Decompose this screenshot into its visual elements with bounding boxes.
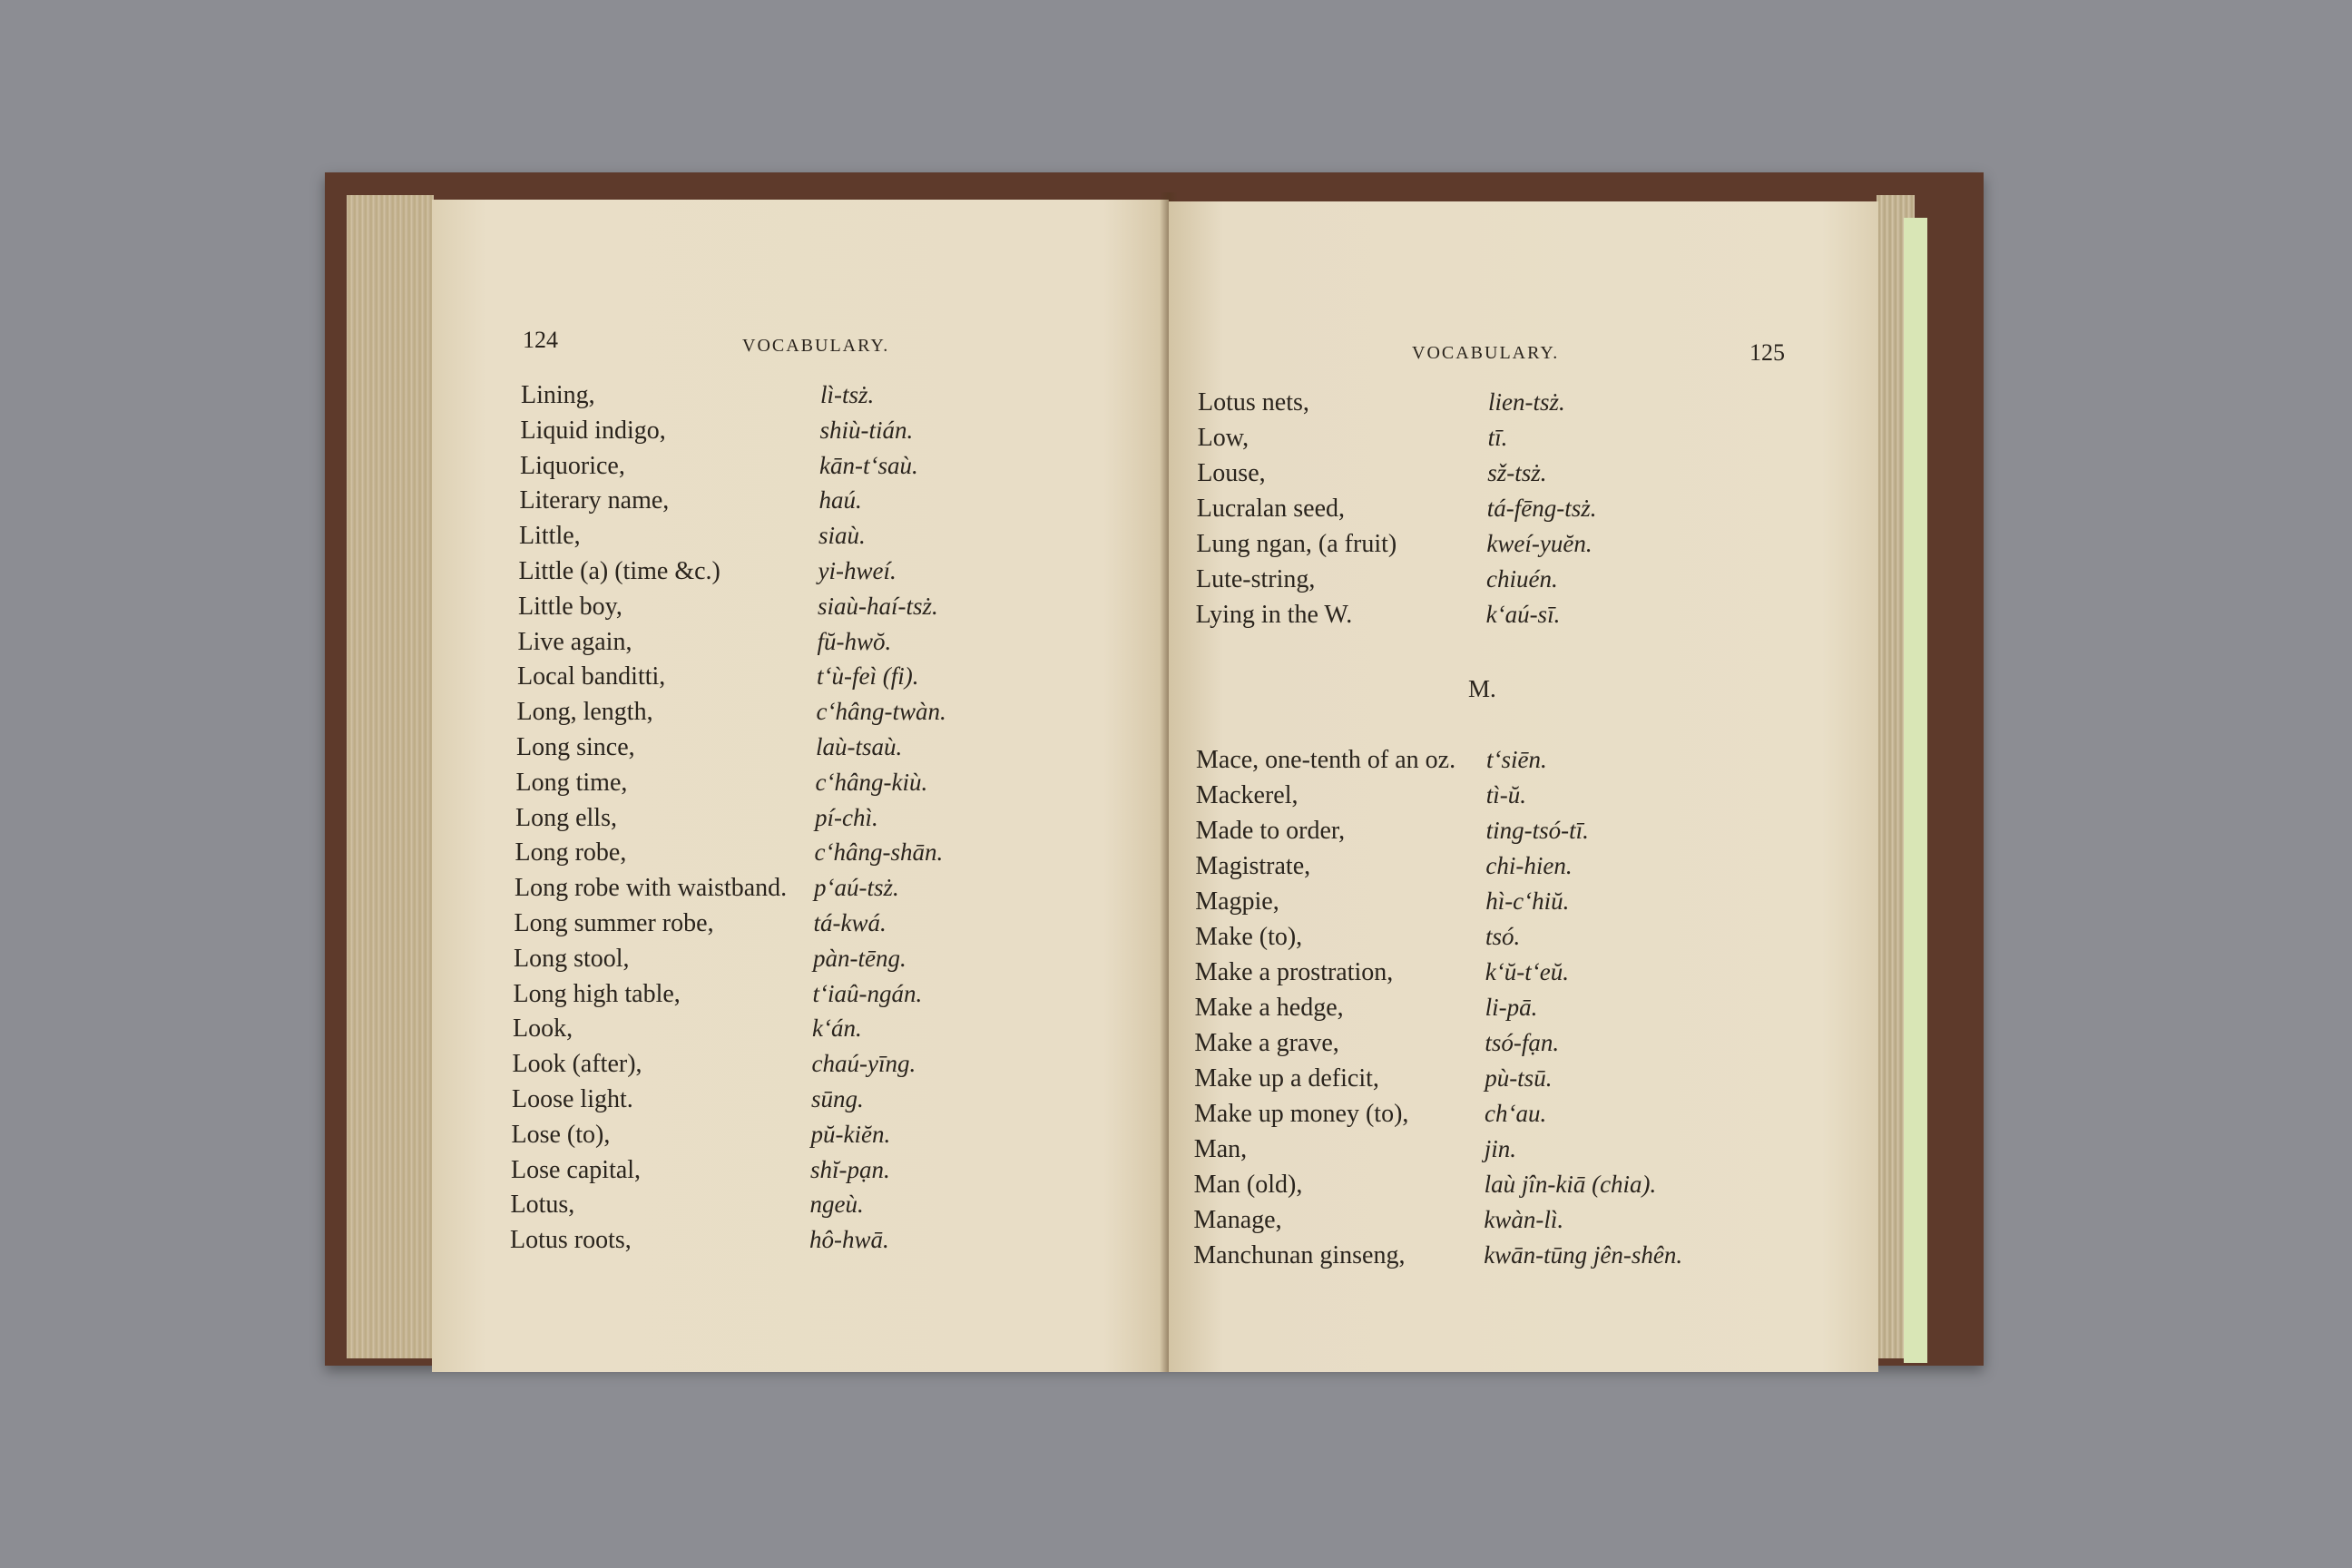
right-running-head: VOCABULARY.: [1412, 343, 1560, 363]
entry-english: Lining,: [521, 381, 595, 409]
entry-romanization: fŭ-hwŏ.: [817, 627, 892, 655]
entry-row: [1195, 923, 1848, 957]
entry-romanization: pŭ-kiĕn.: [810, 1120, 891, 1148]
entry-romanization: hô-hwā.: [809, 1226, 889, 1254]
entry-romanization: jin.: [1484, 1135, 1517, 1162]
left-page-number: 124: [523, 327, 558, 353]
right-page-number: 125: [1749, 339, 1785, 366]
entry-romanization: kwān-tūng jên-shên.: [1484, 1241, 1683, 1269]
entry-row: [1194, 1171, 1847, 1205]
entry-english: Make a hedge,: [1194, 994, 1344, 1022]
entry-romanization: shiù-tián.: [819, 416, 914, 444]
entry-row: [521, 381, 1174, 416]
entry-romanization: c‘hâng-twàn.: [816, 698, 946, 726]
entry-row: [1196, 781, 1849, 816]
entry-romanization: t‘ù-feì (fi).: [817, 662, 919, 691]
entry-english: Mackerel,: [1195, 781, 1298, 809]
entry-row: [512, 1085, 1165, 1120]
entry-english: Manchunan ginseng,: [1193, 1241, 1406, 1269]
entry-row: [1195, 958, 1848, 993]
entry-row: [1196, 530, 1849, 564]
entry-english: Make a grave,: [1194, 1029, 1339, 1057]
entry-english: Make up a deficit,: [1194, 1064, 1379, 1093]
entry-row: [1195, 994, 1848, 1028]
entry-english: Make (to),: [1195, 923, 1303, 951]
entry-romanization: k‘án.: [812, 1014, 862, 1043]
entry-english: Make up money (to),: [1194, 1100, 1409, 1128]
entry-row: [518, 628, 1171, 662]
entry-english: Long time,: [515, 768, 628, 797]
entry-english: Magpie,: [1195, 887, 1279, 916]
entry-row: [514, 874, 1168, 908]
entry-english: Long robe,: [514, 838, 627, 867]
entry-english: Local banditti,: [517, 662, 666, 691]
entry-romanization: yi-hweí.: [818, 557, 897, 584]
entry-romanization: shĭ-pạn.: [810, 1155, 890, 1183]
entry-english: Make a prostration,: [1194, 958, 1394, 986]
entry-row: [515, 838, 1169, 873]
entry-row: [517, 698, 1171, 732]
entry-romanization: siaù-haí-tsż.: [818, 592, 938, 620]
entry-english: Louse,: [1197, 459, 1266, 487]
entry-row: [1193, 1241, 1847, 1276]
entry-english: Long high table,: [513, 979, 681, 1008]
left-page: [432, 200, 1169, 1372]
entry-row: [1198, 388, 1851, 423]
entry-row: [511, 1191, 1164, 1225]
entry-romanization: hì-c‘hiŭ.: [1485, 887, 1570, 915]
entry-romanization: tá-kwá.: [813, 909, 887, 936]
entry-row: [510, 1226, 1163, 1260]
entry-english: Long, length,: [516, 698, 653, 727]
left-running-head: VOCABULARY.: [742, 336, 890, 356]
entry-row: [1195, 887, 1848, 922]
entry-romanization: haú.: [818, 486, 862, 514]
entry-row: [1195, 852, 1848, 887]
entry-row: [516, 769, 1170, 803]
entry-romanization: t‘siēn.: [1486, 746, 1547, 773]
entry-english: Liquid indigo,: [520, 416, 666, 445]
entry-row: [1198, 424, 1851, 458]
entry-row: [1194, 1100, 1847, 1134]
entry-romanization: p‘aú-tsż.: [814, 874, 899, 902]
entry-romanization: chiuén.: [1486, 565, 1558, 593]
entry-row: [515, 804, 1169, 838]
entry-romanization: pí-chì.: [815, 803, 878, 831]
endpaper-strip: [1904, 218, 1927, 1363]
entry-romanization: kān-t‘saù.: [819, 451, 918, 479]
entry-row: [519, 557, 1172, 592]
entry-romanization: tsó.: [1485, 923, 1521, 950]
entry-romanization: kweí-yuĕn.: [1486, 530, 1592, 557]
entry-romanization: c‘hâng-shān.: [814, 838, 944, 867]
entry-english: Loose light.: [512, 1085, 633, 1113]
entry-english: Look,: [513, 1014, 573, 1044]
entry-romanization: pù-tsū.: [1485, 1064, 1553, 1092]
entry-romanization: chi-hien.: [1485, 852, 1573, 879]
entry-english: Lucralan seed,: [1196, 495, 1346, 523]
entry-row: [1196, 817, 1849, 851]
entry-romanization: c‘hâng-kiù.: [815, 768, 928, 796]
left-page-edges: [347, 195, 434, 1358]
entry-row: [517, 662, 1171, 697]
entry-romanization: tsó-fạn.: [1485, 1029, 1560, 1056]
entry-row: [1193, 1206, 1847, 1240]
entry-english: Magistrate,: [1195, 852, 1311, 880]
entry-romanization: ngeù.: [809, 1191, 864, 1219]
entry-english: Lotus roots,: [510, 1226, 632, 1255]
entry-row: [1197, 495, 1850, 529]
entry-english: Lotus nets,: [1198, 388, 1309, 416]
entry-romanization: pàn-tēng.: [813, 944, 906, 972]
entry-english: Manage,: [1193, 1206, 1282, 1234]
entry-english: Low,: [1197, 424, 1250, 452]
entry-english: Made to order,: [1195, 817, 1346, 845]
entry-english: Lose (to),: [511, 1120, 611, 1149]
entry-english: Long stool,: [514, 944, 630, 973]
entry-row: [514, 980, 1167, 1014]
entry-english: Man (old),: [1193, 1171, 1303, 1199]
entry-english: Literary name,: [519, 486, 670, 515]
entry-row: [1194, 1064, 1847, 1099]
entry-english: Lotus,: [510, 1191, 575, 1220]
entry-romanization: kwàn-lì.: [1484, 1206, 1564, 1233]
entry-romanization: ch‘au.: [1485, 1100, 1547, 1127]
entry-english: Long since,: [516, 733, 635, 761]
entry-row: [511, 1156, 1164, 1191]
right-page: [1169, 201, 1878, 1372]
entry-row: [514, 945, 1167, 979]
entry-row: [513, 1014, 1166, 1049]
entry-row: [1197, 459, 1850, 494]
entry-row: [1196, 601, 1849, 635]
entry-romanization: laù-tsaù.: [816, 733, 903, 760]
entry-row: [1194, 1135, 1847, 1170]
entry-row: [1196, 565, 1849, 600]
section-letter: M.: [1468, 675, 1496, 702]
entry-romanization: lien-tsż.: [1488, 388, 1565, 416]
entry-row: [521, 416, 1174, 451]
entry-english: Little boy,: [518, 592, 622, 621]
entry-romanization: laù jîn-kiā (chia).: [1484, 1171, 1657, 1198]
entry-row: [520, 486, 1173, 521]
entry-romanization: lì-tsż.: [820, 381, 875, 408]
entry-romanization: k‘aú-sī.: [1485, 601, 1561, 628]
entry-english: Little (a) (time &c.): [518, 557, 720, 585]
entry-row: [520, 452, 1173, 486]
entry-romanization: chaú-yīng.: [811, 1050, 916, 1078]
entry-row: [512, 1121, 1165, 1155]
entry-row: [516, 733, 1170, 768]
entry-row: [513, 1050, 1166, 1084]
entry-romanization: sž-tsż.: [1487, 459, 1547, 486]
entry-english: Liquorice,: [520, 451, 625, 480]
entry-romanization: sūng.: [811, 1085, 864, 1112]
entry-row: [1196, 746, 1849, 780]
entry-row: [1194, 1029, 1847, 1063]
entry-english: Lying in the W.: [1195, 601, 1353, 629]
entry-romanization: tī.: [1487, 424, 1508, 451]
entry-row: [514, 909, 1168, 944]
entry-english: Long summer robe,: [514, 909, 714, 937]
entry-row: [518, 593, 1171, 627]
entry-english: Look (after),: [512, 1050, 642, 1079]
entry-romanization: t‘iaû-ngán.: [812, 979, 923, 1007]
entry-english: Long robe with waistband.: [514, 874, 788, 903]
entry-romanization: tì-ŭ.: [1485, 781, 1527, 808]
entry-romanization: siaù.: [818, 522, 866, 550]
entry-romanization: li-pā.: [1485, 994, 1538, 1021]
entry-row: [519, 522, 1172, 556]
entry-english: Little,: [519, 522, 581, 551]
entry-english: Long ells,: [515, 803, 617, 832]
entry-romanization: k‘ŭ-t‘eŭ.: [1485, 958, 1569, 985]
entry-english: Lute-string,: [1196, 565, 1316, 593]
entry-english: Lung ngan, (a fruit): [1196, 530, 1397, 558]
entry-english: Man,: [1193, 1135, 1248, 1163]
entry-english: Mace, one-tenth of an oz.: [1196, 746, 1456, 774]
entry-english: Lose capital,: [511, 1155, 642, 1184]
entry-romanization: ting-tsó-tī.: [1485, 817, 1589, 844]
entry-english: Live again,: [517, 627, 632, 656]
entry-romanization: tá-fēng-tsż.: [1486, 495, 1597, 522]
